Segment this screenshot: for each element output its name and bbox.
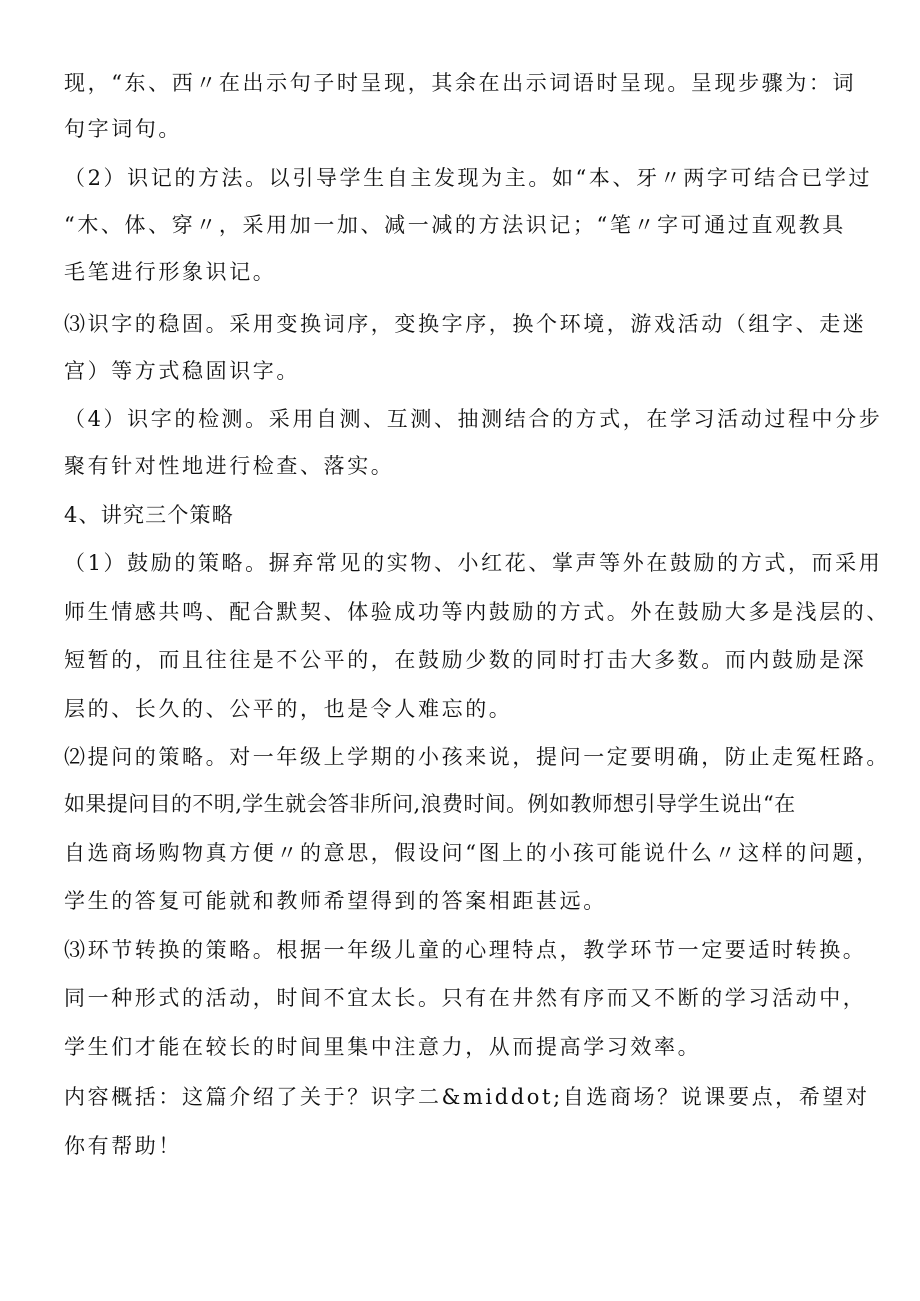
text-line: 聚有针对性地进行检查、落实。 — [64, 454, 395, 478]
section-heading: 4、讲究三个策略 — [64, 503, 234, 527]
text-line: 师生情感共鸣、配合默契、体验成功等内鼓励的方式。外在鼓励大多是浅层的、 — [64, 600, 890, 624]
text-line: 学生们才能在较长的时间里集中注意力，从而提高学习效率。 — [64, 1035, 702, 1059]
text-line: “木、体、穿〃，采用加一加、减一减的方法识记；“笔〃字可通过直观教具 — [64, 213, 846, 237]
text-line: 现，“东、西〃在出示句子时呈现，其余在出示词语时呈现。呈现步骤为：词 — [64, 71, 857, 95]
text-line: 句字词句。 — [64, 117, 182, 141]
summary-line: 内容概括：这篇介绍了关于？识字二&middot;自选商场？说课要点，希望对 — [64, 1085, 870, 1109]
text-line: 层的、长久的、公平的，也是令人难忘的。 — [64, 697, 513, 721]
summary-line: 你有帮助！ — [64, 1134, 182, 1158]
text-line: ⑵提问的策略。对一年级上学期的小孩来说，提问一定要明确，防止走冤枉路。 — [64, 745, 890, 769]
text-line: ⑶识字的稳固。采用变换词序，变换字序，换个环境，游戏活动（组字、走迷 — [64, 312, 867, 336]
text-line: 短暂的，而且往往是不公平的，在鼓励少数的同时打击大多数。而内鼓励是深 — [64, 648, 867, 672]
text-line: （1）鼓励的策略。摒弃常见的实物、小红花、掌声等外在鼓励的方式，而采用 — [64, 551, 883, 575]
text-line: 学生的答复可能就和教师希望得到的答案相距甚远。 — [64, 889, 607, 913]
text-line: （4）识字的检测。采用自测、互测、抽测结合的方式，在学习活动过程中分步 — [64, 407, 883, 431]
text-line: 如果提问目的不明,学生就会答非所问,浪费时间。例如教师想引导学生说出“在 — [64, 792, 796, 816]
text-line: ⑶环节转换的策略。根据一年级儿童的心理特点，教学环节一定要适时转换。 — [64, 938, 867, 962]
text-line: 毛笔进行形象识记。 — [64, 260, 277, 284]
text-line: （2）识记的方法。以引导学生自主发现为主。如“本、牙〃两字可结合已学过 — [64, 166, 873, 190]
text-line: 自选商场购物真方便〃的意思，假设问“图上的小孩可能说什么〃这样的问题， — [64, 841, 880, 865]
text-line: 宫）等方式稳固识字。 — [64, 359, 300, 383]
text-line: 同一种形式的活动，时间不宜太长。只有在井然有序而又不断的学习活动中， — [64, 986, 867, 1010]
